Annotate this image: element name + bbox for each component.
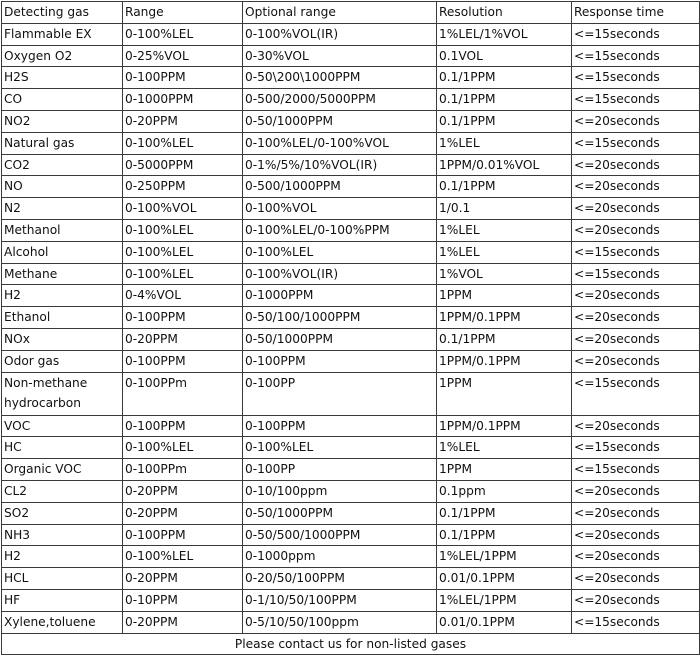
table-row — [2, 437, 700, 459]
cell-range: 0-100PPM — [123, 67, 243, 89]
cell-resolution: 1PPM — [437, 372, 572, 415]
table-row — [2, 110, 700, 132]
cell-response-time: <=15seconds — [572, 23, 700, 45]
cell-range: 0-10PPM — [123, 589, 243, 611]
cell-range: 0-100%LEL — [123, 263, 243, 285]
cell-resolution: 1%LEL — [437, 219, 572, 241]
cell-resolution: 0.1/1PPM — [437, 502, 572, 524]
cell-range: 0-100%LEL — [123, 219, 243, 241]
cell-range: 0-250PPM — [123, 176, 243, 198]
cell-detecting-gas: Odor gas — [2, 350, 123, 372]
cell-detecting-gas: HCL — [2, 568, 123, 590]
cell-resolution: 1%LEL/1PPM — [437, 546, 572, 568]
cell-range: 0-100%LEL — [123, 241, 243, 263]
cell-optional-range: 0-50/1000PPM — [243, 502, 437, 524]
cell-resolution: 1PPM — [437, 285, 572, 307]
cell-detecting-gas: NOx — [2, 328, 123, 350]
cell-optional-range: 0-1%/5%/10%VOL(IR) — [243, 154, 437, 176]
cell-detecting-gas: H2S — [2, 67, 123, 89]
cell-range: 0-100PPm — [123, 372, 243, 415]
cell-detecting-gas: Methane — [2, 263, 123, 285]
cell-detecting-gas: Non-methane hydrocarbon — [2, 372, 123, 415]
cell-detecting-gas: VOC — [2, 415, 123, 437]
table-body — [2, 2, 700, 655]
cell-response-time: <=20seconds — [572, 415, 700, 437]
cell-range: 0-100PPM — [123, 350, 243, 372]
cell-response-time: <=20seconds — [572, 502, 700, 524]
table-row — [2, 415, 700, 437]
cell-detecting-gas: HC — [2, 437, 123, 459]
cell-optional-range: 0-500/1000PPM — [243, 176, 437, 198]
cell-resolution: 1PPM/0.1PPM — [437, 415, 572, 437]
header-cell-range: Range — [123, 2, 243, 24]
table-row — [2, 154, 700, 176]
cell-response-time: <=20seconds — [572, 568, 700, 590]
cell-range: 0-100PPm — [123, 459, 243, 481]
table-row — [2, 285, 700, 307]
cell-optional-range: 0-5/10/50/100ppm — [243, 611, 437, 633]
table-row — [2, 241, 700, 263]
cell-response-time: <=15seconds — [572, 67, 700, 89]
cell-range: 0-20PPM — [123, 328, 243, 350]
cell-detecting-gas: CO — [2, 89, 123, 111]
cell-optional-range: 0-100%VOL — [243, 198, 437, 220]
table-row — [2, 524, 700, 546]
table-row — [2, 459, 700, 481]
cell-detecting-gas: HF — [2, 589, 123, 611]
cell-optional-range: 0-30%VOL — [243, 45, 437, 67]
cell-resolution: 0.1/1PPM — [437, 67, 572, 89]
cell-resolution: 1%LEL/1%VOL — [437, 23, 572, 45]
cell-resolution: 1PPM/0.1PPM — [437, 350, 572, 372]
table-row — [2, 219, 700, 241]
cell-resolution: 0.1/1PPM — [437, 110, 572, 132]
cell-detecting-gas: Natural gas — [2, 132, 123, 154]
cell-resolution: 1PPM — [437, 459, 572, 481]
cell-detecting-gas: Alcohol — [2, 241, 123, 263]
cell-response-time: <=15seconds — [572, 263, 700, 285]
cell-detecting-gas: CL2 — [2, 480, 123, 502]
table-row — [2, 328, 700, 350]
cell-response-time: <=20seconds — [572, 480, 700, 502]
cell-optional-range: 0-100%LEL — [243, 241, 437, 263]
cell-optional-range: 0-50/1000PPM — [243, 328, 437, 350]
cell-optional-range: 0-100%LEL/0-100%PPM — [243, 219, 437, 241]
cell-detecting-gas: NO — [2, 176, 123, 198]
cell-response-time: <=15seconds — [572, 372, 700, 415]
cell-optional-range: 0-100%VOL(IR) — [243, 263, 437, 285]
cell-response-time: <=15seconds — [572, 611, 700, 633]
cell-detecting-gas: Methanol — [2, 219, 123, 241]
cell-resolution: 1%VOL — [437, 263, 572, 285]
cell-detecting-gas: Oxygen O2 — [2, 45, 123, 67]
cell-optional-range: 0-100%VOL(IR) — [243, 23, 437, 45]
cell-response-time: <=20seconds — [572, 350, 700, 372]
footer-note: Please contact us for non-listed gases — [2, 633, 700, 655]
cell-detecting-gas: N2 — [2, 198, 123, 220]
cell-range: 0-20PPM — [123, 568, 243, 590]
cell-range: 0-100PPM — [123, 524, 243, 546]
cell-optional-range: 0-100PPM — [243, 415, 437, 437]
cell-response-time: <=20seconds — [572, 524, 700, 546]
cell-resolution: 0.1ppm — [437, 480, 572, 502]
cell-response-time: <=20seconds — [572, 154, 700, 176]
cell-optional-range: 0-100%LEL/0-100%VOL — [243, 132, 437, 154]
cell-response-time: <=20seconds — [572, 307, 700, 329]
cell-range: 0-5000PPM — [123, 154, 243, 176]
cell-optional-range: 0-100%LEL — [243, 437, 437, 459]
table-row — [2, 176, 700, 198]
header-row — [2, 2, 700, 24]
cell-resolution: 0.1VOL — [437, 45, 572, 67]
table-row — [2, 89, 700, 111]
cell-range: 0-100PPM — [123, 307, 243, 329]
cell-range: 0-20PPM — [123, 502, 243, 524]
cell-response-time: <=20seconds — [572, 328, 700, 350]
cell-resolution: 0.01/0.1PPM — [437, 568, 572, 590]
cell-range: 0-25%VOL — [123, 45, 243, 67]
cell-resolution: 1PPM/0.1PPM — [437, 307, 572, 329]
cell-detecting-gas: H2 — [2, 285, 123, 307]
cell-detecting-gas: NO2 — [2, 110, 123, 132]
cell-optional-range: 0-50/500/1000PPM — [243, 524, 437, 546]
header-cell-resolution: Resolution — [437, 2, 572, 24]
table-row — [2, 480, 700, 502]
cell-response-time: <=20seconds — [572, 198, 700, 220]
cell-response-time: <=20seconds — [572, 176, 700, 198]
cell-response-time: <=15seconds — [572, 132, 700, 154]
gas-spec-table — [1, 1, 700, 655]
cell-optional-range: 0-1000PPM — [243, 285, 437, 307]
cell-range: 0-20PPM — [123, 480, 243, 502]
cell-response-time: <=20seconds — [572, 219, 700, 241]
cell-resolution: 1%LEL/1PPM — [437, 589, 572, 611]
cell-optional-range: 0-1/10/50/100PPM — [243, 589, 437, 611]
cell-optional-range: 0-100PPM — [243, 350, 437, 372]
cell-range: 0-100%LEL — [123, 23, 243, 45]
cell-resolution: 1%LEL — [437, 241, 572, 263]
header-cell-detecting-gas: Detecting gas — [2, 2, 123, 24]
cell-resolution: 1%LEL — [437, 437, 572, 459]
cell-detecting-gas: Flammable EX — [2, 23, 123, 45]
cell-detecting-gas: SO2 — [2, 502, 123, 524]
table-row — [2, 198, 700, 220]
cell-range: 0-100%LEL — [123, 437, 243, 459]
cell-detecting-gas: NH3 — [2, 524, 123, 546]
cell-response-time: <=20seconds — [572, 546, 700, 568]
cell-detecting-gas: CO2 — [2, 154, 123, 176]
table-row — [2, 23, 700, 45]
cell-range: 0-100%VOL — [123, 198, 243, 220]
cell-optional-range: 0-20/50/100PPM — [243, 568, 437, 590]
header-cell-response-time: Response time — [572, 2, 700, 24]
cell-resolution: 0.1/1PPM — [437, 328, 572, 350]
table-row — [2, 263, 700, 285]
cell-resolution: 0.01/0.1PPM — [437, 611, 572, 633]
table-row — [2, 568, 700, 590]
table-row — [2, 372, 700, 415]
cell-range: 0-100PPM — [123, 415, 243, 437]
cell-optional-range: 0-50/1000PPM — [243, 110, 437, 132]
cell-optional-range: 0-50/100/1000PPM — [243, 307, 437, 329]
table-row — [2, 350, 700, 372]
cell-resolution: 1%LEL — [437, 132, 572, 154]
cell-resolution: 0.1/1PPM — [437, 524, 572, 546]
cell-response-time: <=20seconds — [572, 285, 700, 307]
cell-response-time: <=15seconds — [572, 45, 700, 67]
table-row — [2, 546, 700, 568]
cell-detecting-gas: Organic VOC — [2, 459, 123, 481]
table-row — [2, 307, 700, 329]
table-row — [2, 502, 700, 524]
cell-response-time: <=15seconds — [572, 241, 700, 263]
cell-response-time: <=20seconds — [572, 110, 700, 132]
table-row — [2, 67, 700, 89]
table-row — [2, 132, 700, 154]
cell-resolution: 1/0.1 — [437, 198, 572, 220]
cell-detecting-gas: Ethanol — [2, 307, 123, 329]
cell-resolution: 0.1/1PPM — [437, 89, 572, 111]
cell-range: 0-20PPM — [123, 611, 243, 633]
table-row — [2, 589, 700, 611]
cell-optional-range: 0-1000ppm — [243, 546, 437, 568]
header-cell-optional-range: Optional range — [243, 2, 437, 24]
cell-resolution: 1PPM/0.01%VOL — [437, 154, 572, 176]
cell-range: 0-1000PPM — [123, 89, 243, 111]
footer-row — [2, 633, 700, 655]
cell-range: 0-4%VOL — [123, 285, 243, 307]
cell-response-time: <=20seconds — [572, 589, 700, 611]
table-row — [2, 611, 700, 633]
cell-range: 0-100%LEL — [123, 546, 243, 568]
cell-detecting-gas: H2 — [2, 546, 123, 568]
cell-optional-range: 0-100PP — [243, 372, 437, 415]
cell-range: 0-20PPM — [123, 110, 243, 132]
cell-optional-range: 0-10/100ppm — [243, 480, 437, 502]
cell-response-time: <=15seconds — [572, 459, 700, 481]
table-row — [2, 45, 700, 67]
cell-optional-range: 0-100PP — [243, 459, 437, 481]
cell-optional-range: 0-50\200\1000PPM — [243, 67, 437, 89]
cell-response-time: <=15seconds — [572, 437, 700, 459]
cell-range: 0-100%LEL — [123, 132, 243, 154]
cell-detecting-gas: Xylene,toluene — [2, 611, 123, 633]
cell-resolution: 0.1/1PPM — [437, 176, 572, 198]
cell-response-time: <=15seconds — [572, 89, 700, 111]
cell-optional-range: 0-500/2000/5000PPM — [243, 89, 437, 111]
